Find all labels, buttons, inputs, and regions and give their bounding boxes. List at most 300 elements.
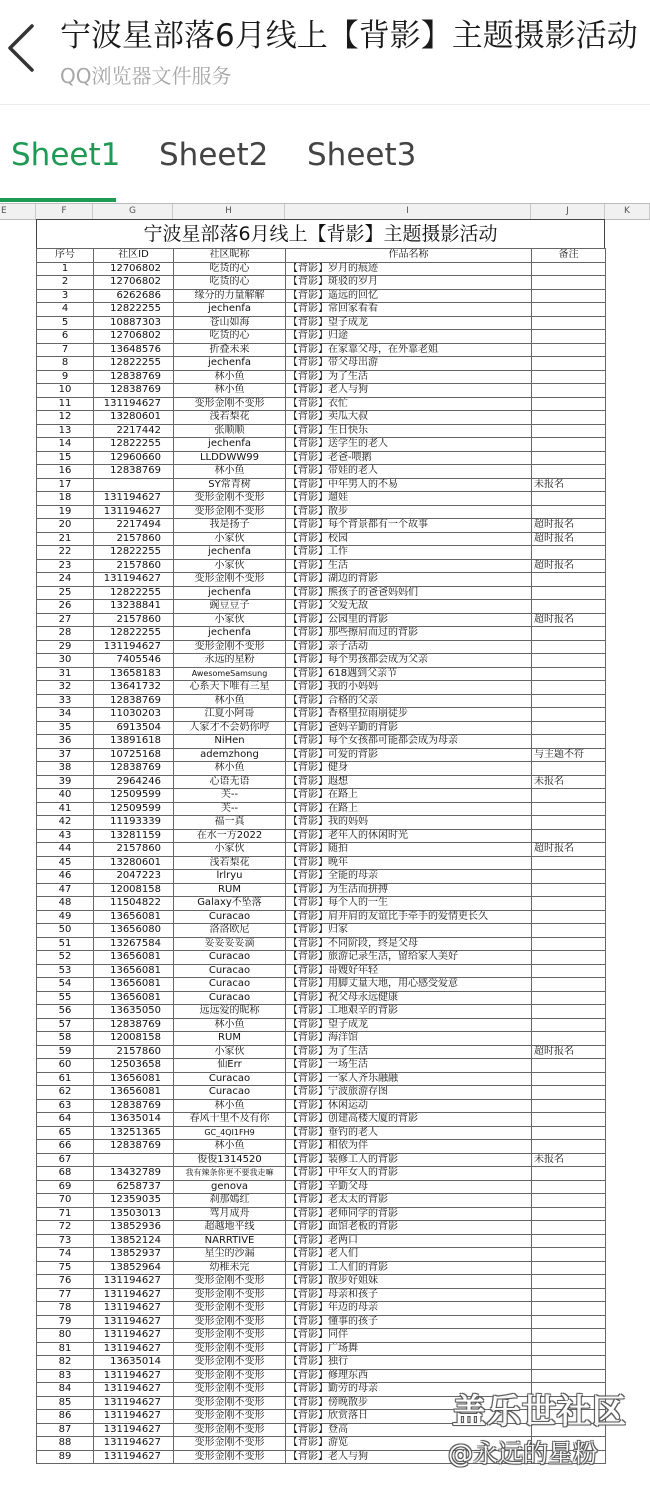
cell-work-title[interactable]: 【背影】登高: [286, 1423, 532, 1437]
cell-work-title[interactable]: 【背影】归途: [286, 330, 532, 344]
cell-nickname[interactable]: 变形金刚不变形: [174, 1342, 286, 1356]
cell-remark[interactable]: 超时报名: [532, 613, 606, 627]
cell-remark[interactable]: [532, 870, 606, 884]
cell-nickname[interactable]: 林小鱼: [174, 1140, 286, 1154]
cell-remark[interactable]: [532, 451, 606, 465]
cell-work-title[interactable]: 【背影】傍晚散步: [286, 1396, 532, 1410]
cell-work-title[interactable]: 【背影】遛娃: [286, 492, 532, 506]
cell-nickname[interactable]: RUM: [174, 1032, 286, 1046]
cell-work-title[interactable]: 【背影】公园里的背影: [286, 613, 532, 627]
cell-work-title[interactable]: 【背影】休闲运动: [286, 1099, 532, 1113]
cell-nickname[interactable]: 驾月成舟: [174, 1207, 286, 1221]
cell-seq[interactable]: 50: [37, 924, 94, 938]
cell-seq[interactable]: 6: [37, 330, 94, 344]
cell-nickname[interactable]: 小家伙: [174, 559, 286, 573]
cell-work-title[interactable]: 【背影】每个人的一生: [286, 897, 532, 911]
cell-nickname[interactable]: 心语无语: [174, 775, 286, 789]
cell-remark[interactable]: [532, 330, 606, 344]
cell-seq[interactable]: 65: [37, 1126, 94, 1140]
cell-work-title[interactable]: 【背影】望子成龙: [286, 316, 532, 330]
cell-community-id[interactable]: 12822255: [94, 357, 174, 371]
header-work-title[interactable]: 作品名称: [286, 249, 532, 263]
cell-work-title[interactable]: 【背影】工地艰辛的背影: [286, 1005, 532, 1019]
cell-remark[interactable]: [532, 1302, 606, 1316]
cell-community-id[interactable]: 12822255: [94, 627, 174, 641]
cell-nickname[interactable]: Galaxy不坠落: [174, 897, 286, 911]
cell-work-title[interactable]: 【背影】老爸-喂鹅: [286, 451, 532, 465]
cell-work-title[interactable]: 【背影】创建高楼大厦的背影: [286, 1113, 532, 1127]
cell-nickname[interactable]: jechenfa: [174, 586, 286, 600]
cell-seq[interactable]: 72: [37, 1221, 94, 1235]
tab-sheet3[interactable]: Sheet3: [307, 137, 417, 173]
cell-work-title[interactable]: 【背影】那些擦肩而过的背影: [286, 627, 532, 641]
cell-work-title[interactable]: 【背影】相依为伴: [286, 1140, 532, 1154]
cell-remark[interactable]: [532, 721, 606, 735]
cell-community-id[interactable]: 12706802: [94, 330, 174, 344]
cell-remark[interactable]: [532, 910, 606, 924]
cell-work-title[interactable]: 【背影】衣忙: [286, 397, 532, 411]
cell-community-id[interactable]: 11030203: [94, 708, 174, 722]
cell-remark[interactable]: [532, 1234, 606, 1248]
cell-community-id[interactable]: 13852936: [94, 1221, 174, 1235]
cell-community-id[interactable]: 2157860: [94, 532, 174, 546]
column-header-k[interactable]: K: [605, 204, 650, 219]
cell-work-title[interactable]: 【背影】一场生活: [286, 1059, 532, 1073]
cell-seq[interactable]: 42: [37, 816, 94, 830]
cell-seq[interactable]: 77: [37, 1288, 94, 1302]
cell-seq[interactable]: 30: [37, 654, 94, 668]
cell-nickname[interactable]: 缘分的力量解解: [174, 289, 286, 303]
cell-community-id[interactable]: 13891618: [94, 735, 174, 749]
cell-nickname[interactable]: LLDDWW99: [174, 451, 286, 465]
header-nickname[interactable]: 社区昵称: [174, 249, 286, 263]
cell-seq[interactable]: 26: [37, 600, 94, 614]
cell-community-id[interactable]: 131194627: [94, 573, 174, 587]
cell-community-id[interactable]: 2157860: [94, 559, 174, 573]
cell-community-id[interactable]: 12503658: [94, 1059, 174, 1073]
cell-community-id[interactable]: 13656081: [94, 1086, 174, 1100]
cell-seq[interactable]: 78: [37, 1302, 94, 1316]
cell-work-title[interactable]: 【背影】生活: [286, 559, 532, 573]
cell-community-id[interactable]: 13656081: [94, 978, 174, 992]
cell-nickname[interactable]: 变形金刚不变形: [174, 1315, 286, 1329]
cell-nickname[interactable]: genova: [174, 1180, 286, 1194]
cell-work-title[interactable]: 【背影】每个背景都有一个故事: [286, 519, 532, 533]
cell-community-id[interactable]: 131194627: [94, 1302, 174, 1316]
cell-work-title[interactable]: 【背影】装修工人的背影: [286, 1153, 532, 1167]
cell-work-title[interactable]: 【背影】老两口: [286, 1234, 532, 1248]
cell-community-id[interactable]: 11504822: [94, 897, 174, 911]
cell-work-title[interactable]: 【背影】健身: [286, 762, 532, 776]
cell-nickname[interactable]: 芙--: [174, 802, 286, 816]
cell-seq[interactable]: 41: [37, 802, 94, 816]
cell-remark[interactable]: [532, 1018, 606, 1032]
cell-seq[interactable]: 88: [37, 1437, 94, 1451]
cell-work-title[interactable]: 【背影】斑驳的岁月: [286, 276, 532, 290]
cell-seq[interactable]: 24: [37, 573, 94, 587]
cell-community-id[interactable]: 131194627: [94, 1288, 174, 1302]
cell-work-title[interactable]: 【背影】散步好姐妹: [286, 1275, 532, 1289]
cell-community-id[interactable]: 13656081: [94, 964, 174, 978]
cell-nickname[interactable]: Curacao: [174, 964, 286, 978]
cell-work-title[interactable]: 【背影】为生活而拼搏: [286, 883, 532, 897]
cell-work-title[interactable]: 【背影】遥远的回忆: [286, 289, 532, 303]
cell-community-id[interactable]: [94, 1153, 174, 1167]
cell-remark[interactable]: [532, 1194, 606, 1208]
cell-nickname[interactable]: 变形金刚不变形: [174, 1275, 286, 1289]
cell-community-id[interactable]: 12838769: [94, 465, 174, 479]
cell-seq[interactable]: 35: [37, 721, 94, 735]
cell-seq[interactable]: 31: [37, 667, 94, 681]
cell-remark[interactable]: [532, 802, 606, 816]
cell-community-id[interactable]: 13852964: [94, 1261, 174, 1275]
cell-seq[interactable]: 7: [37, 343, 94, 357]
cell-nickname[interactable]: 福一真: [174, 816, 286, 830]
cell-community-id[interactable]: 131194627: [94, 492, 174, 506]
cell-community-id[interactable]: 12008158: [94, 1032, 174, 1046]
cell-community-id[interactable]: 12838769: [94, 1140, 174, 1154]
cell-nickname[interactable]: NARRTIVE: [174, 1234, 286, 1248]
cell-seq[interactable]: 16: [37, 465, 94, 479]
cell-seq[interactable]: 25: [37, 586, 94, 600]
cell-nickname[interactable]: 变形金刚不变形: [174, 640, 286, 654]
cell-community-id[interactable]: 13280601: [94, 411, 174, 425]
cell-seq[interactable]: 47: [37, 883, 94, 897]
cell-nickname[interactable]: 芙--: [174, 789, 286, 803]
cell-seq[interactable]: 68: [37, 1167, 94, 1181]
cell-nickname[interactable]: 变形金刚不变形: [174, 505, 286, 519]
cell-nickname[interactable]: Curacao: [174, 910, 286, 924]
cell-nickname[interactable]: 小家伙: [174, 843, 286, 857]
cell-nickname[interactable]: 人家才不会奶你哼: [174, 721, 286, 735]
cell-community-id[interactable]: 13251365: [94, 1126, 174, 1140]
cell-work-title[interactable]: 【背影】我的小妈妈: [286, 681, 532, 695]
cell-seq[interactable]: 66: [37, 1140, 94, 1154]
cell-nickname[interactable]: jechenfa: [174, 627, 286, 641]
cell-nickname[interactable]: jechenfa: [174, 357, 286, 371]
cell-community-id[interactable]: 12359035: [94, 1194, 174, 1208]
cell-nickname[interactable]: 变形金刚不变形: [174, 1423, 286, 1437]
cell-work-title[interactable]: 【背影】老师同学的背影: [286, 1207, 532, 1221]
cell-work-title[interactable]: 【背影】带父母出游: [286, 357, 532, 371]
cell-nickname[interactable]: 变形金刚不变形: [174, 1450, 286, 1464]
cell-remark[interactable]: [532, 1221, 606, 1235]
cell-community-id[interactable]: 12706802: [94, 262, 174, 276]
cell-remark[interactable]: 超时报名: [532, 559, 606, 573]
cell-remark[interactable]: [532, 856, 606, 870]
cell-community-id[interactable]: 131194627: [94, 1275, 174, 1289]
cell-remark[interactable]: [532, 546, 606, 560]
cell-nickname[interactable]: 俊俊1314520: [174, 1153, 286, 1167]
cell-work-title[interactable]: 【背影】欣赏落日: [286, 1410, 532, 1424]
cell-nickname[interactable]: lrlryu: [174, 870, 286, 884]
cell-remark[interactable]: [532, 991, 606, 1005]
cell-work-title[interactable]: 【背影】广场舞: [286, 1342, 532, 1356]
cell-nickname[interactable]: 仙Err: [174, 1059, 286, 1073]
cell-remark[interactable]: [532, 1180, 606, 1194]
cell-community-id[interactable]: 13656081: [94, 991, 174, 1005]
cell-remark[interactable]: [532, 1275, 606, 1289]
cell-seq[interactable]: 52: [37, 951, 94, 965]
cell-remark[interactable]: [532, 573, 606, 587]
cell-community-id[interactable]: 2964246: [94, 775, 174, 789]
cell-community-id[interactable]: 131194627: [94, 640, 174, 654]
cell-seq[interactable]: 46: [37, 870, 94, 884]
cell-remark[interactable]: [532, 316, 606, 330]
cell-remark[interactable]: [532, 1261, 606, 1275]
cell-remark[interactable]: [532, 681, 606, 695]
cell-nickname[interactable]: 洛洛欧尼: [174, 924, 286, 938]
cell-work-title[interactable]: 【背影】年迈的母亲: [286, 1302, 532, 1316]
cell-work-title[interactable]: 【背影】我的妈妈: [286, 816, 532, 830]
cell-work-title[interactable]: 【背影】面馆老板的背影: [286, 1221, 532, 1235]
cell-nickname[interactable]: AwesomeSamsung: [174, 667, 286, 681]
column-header-g[interactable]: G: [93, 204, 173, 219]
cell-seq[interactable]: 59: [37, 1045, 94, 1059]
cell-community-id[interactable]: 2217494: [94, 519, 174, 533]
cell-remark[interactable]: [532, 816, 606, 830]
cell-remark[interactable]: [532, 424, 606, 438]
cell-work-title[interactable]: 【背影】旅游记录生活，留给家人美好: [286, 951, 532, 965]
cell-remark[interactable]: [532, 505, 606, 519]
cell-remark[interactable]: [532, 829, 606, 843]
header-remark[interactable]: 备注: [532, 249, 606, 263]
cell-remark[interactable]: [532, 789, 606, 803]
cell-seq[interactable]: 89: [37, 1450, 94, 1464]
cell-work-title[interactable]: 【背影】老人们: [286, 1248, 532, 1262]
cell-remark[interactable]: 超时报名: [532, 532, 606, 546]
cell-seq[interactable]: 13: [37, 424, 94, 438]
cell-nickname[interactable]: GC_4QI1FH9: [174, 1126, 286, 1140]
cell-work-title[interactable]: 【背影】带娃的老人: [286, 465, 532, 479]
cell-remark[interactable]: [532, 883, 606, 897]
cell-nickname[interactable]: 远远爱的昵称: [174, 1005, 286, 1019]
cell-remark[interactable]: [532, 951, 606, 965]
cell-community-id[interactable]: 13281159: [94, 829, 174, 843]
cell-nickname[interactable]: 吃货的心: [174, 330, 286, 344]
cell-remark[interactable]: [532, 978, 606, 992]
cell-community-id[interactable]: 13648576: [94, 343, 174, 357]
cell-seq[interactable]: 23: [37, 559, 94, 573]
cell-community-id[interactable]: 12838769: [94, 384, 174, 398]
cell-remark[interactable]: [532, 1086, 606, 1100]
cell-remark[interactable]: [532, 370, 606, 384]
cell-nickname[interactable]: 变形金刚不变形: [174, 492, 286, 506]
cell-seq[interactable]: 19: [37, 505, 94, 519]
cell-seq[interactable]: 51: [37, 937, 94, 951]
header-seq[interactable]: 序号: [37, 249, 94, 263]
cell-work-title[interactable]: 【背影】湖边的背影: [286, 573, 532, 587]
cell-nickname[interactable]: jechenfa: [174, 438, 286, 452]
cell-work-title[interactable]: 【背影】香格里拉雨崩徒步: [286, 708, 532, 722]
cell-seq[interactable]: 69: [37, 1180, 94, 1194]
cell-work-title[interactable]: 【背影】常回家看看: [286, 303, 532, 317]
cell-community-id[interactable]: 131194627: [94, 1450, 174, 1464]
cell-seq[interactable]: 54: [37, 978, 94, 992]
cell-seq[interactable]: 11: [37, 397, 94, 411]
cell-community-id[interactable]: 131194627: [94, 397, 174, 411]
cell-seq[interactable]: 1: [37, 262, 94, 276]
cell-nickname[interactable]: 星尘的沙漏: [174, 1248, 286, 1262]
cell-community-id[interactable]: 12008158: [94, 883, 174, 897]
cell-nickname[interactable]: 折叠未来: [174, 343, 286, 357]
cell-seq[interactable]: 28: [37, 627, 94, 641]
cell-seq[interactable]: 8: [37, 357, 94, 371]
cell-seq[interactable]: 55: [37, 991, 94, 1005]
cell-nickname[interactable]: 永远的星粉: [174, 654, 286, 668]
cell-nickname[interactable]: SY常青树: [174, 478, 286, 492]
cell-nickname[interactable]: 变形金刚不变形: [174, 1369, 286, 1383]
cell-community-id[interactable]: 12706802: [94, 276, 174, 290]
cell-community-id[interactable]: 131194627: [94, 1329, 174, 1343]
cell-work-title[interactable]: 【背影】晚年: [286, 856, 532, 870]
sheet-title-cell[interactable]: 宁波星部落6月线上【背影】主题摄影活动: [36, 219, 605, 248]
cell-seq[interactable]: 18: [37, 492, 94, 506]
cell-community-id[interactable]: 131194627: [94, 1369, 174, 1383]
cell-remark[interactable]: [532, 397, 606, 411]
cell-work-title[interactable]: 【背影】海洋馆: [286, 1032, 532, 1046]
cell-seq[interactable]: 44: [37, 843, 94, 857]
cell-nickname[interactable]: 江夏小阿哥: [174, 708, 286, 722]
cell-work-title[interactable]: 【背影】母亲和孩子: [286, 1288, 532, 1302]
cell-work-title[interactable]: 【背影】不同阶段，终是父母: [286, 937, 532, 951]
cell-nickname[interactable]: 心系天下唯有三星: [174, 681, 286, 695]
cell-nickname[interactable]: 超越地平线: [174, 1221, 286, 1235]
cell-nickname[interactable]: 豌豆豆子: [174, 600, 286, 614]
cell-nickname[interactable]: 变形金刚不变形: [174, 1329, 286, 1343]
cell-community-id[interactable]: 12509599: [94, 789, 174, 803]
cell-seq[interactable]: 70: [37, 1194, 94, 1208]
cell-remark[interactable]: [532, 343, 606, 357]
cell-community-id[interactable]: 13432789: [94, 1167, 174, 1181]
cell-remark[interactable]: [532, 1005, 606, 1019]
cell-work-title[interactable]: 【背影】每个女孩都可能都会成为母亲: [286, 735, 532, 749]
cell-nickname[interactable]: Curacao: [174, 1086, 286, 1100]
cell-remark[interactable]: 与主题不符: [532, 748, 606, 762]
cell-work-title[interactable]: 【背影】每个男孩都会成为父亲: [286, 654, 532, 668]
cell-work-title[interactable]: 【背影】独行: [286, 1356, 532, 1370]
cell-remark[interactable]: [532, 1342, 606, 1356]
cell-seq[interactable]: 80: [37, 1329, 94, 1343]
cell-remark[interactable]: [532, 1248, 606, 1262]
cell-remark[interactable]: [532, 1207, 606, 1221]
cell-work-title[interactable]: 【背影】工作: [286, 546, 532, 560]
cell-work-title[interactable]: 【背影】随拍: [286, 843, 532, 857]
cell-nickname[interactable]: Curacao: [174, 978, 286, 992]
cell-remark[interactable]: [532, 1315, 606, 1329]
cell-community-id[interactable]: 12822255: [94, 546, 174, 560]
cell-seq[interactable]: 71: [37, 1207, 94, 1221]
cell-community-id[interactable]: 13503013: [94, 1207, 174, 1221]
cell-seq[interactable]: 49: [37, 910, 94, 924]
cell-seq[interactable]: 86: [37, 1410, 94, 1424]
cell-work-title[interactable]: 【背影】在路上: [286, 802, 532, 816]
cell-remark[interactable]: [532, 1126, 606, 1140]
cell-work-title[interactable]: 【背影】在路上: [286, 789, 532, 803]
cell-nickname[interactable]: 苍山如海: [174, 316, 286, 330]
cell-work-title[interactable]: 【背影】遐想: [286, 775, 532, 789]
cell-seq[interactable]: 53: [37, 964, 94, 978]
cell-seq[interactable]: 67: [37, 1153, 94, 1167]
cell-nickname[interactable]: RUM: [174, 883, 286, 897]
cell-work-title[interactable]: 【背影】亲子活动: [286, 640, 532, 654]
cell-community-id[interactable]: 13641732: [94, 681, 174, 695]
cell-remark[interactable]: [532, 303, 606, 317]
cell-community-id[interactable]: 12838769: [94, 694, 174, 708]
tab-sheet1[interactable]: Sheet1: [11, 137, 121, 173]
cell-remark[interactable]: 超时报名: [532, 519, 606, 533]
cell-seq[interactable]: 36: [37, 735, 94, 749]
cell-nickname[interactable]: 小家伙: [174, 1045, 286, 1059]
cell-community-id[interactable]: 131194627: [94, 505, 174, 519]
cell-community-id[interactable]: 6258737: [94, 1180, 174, 1194]
cell-remark[interactable]: [532, 276, 606, 290]
cell-work-title[interactable]: 【背影】一家人齐乐融融: [286, 1072, 532, 1086]
cell-community-id[interactable]: 12838769: [94, 370, 174, 384]
cell-seq[interactable]: 57: [37, 1018, 94, 1032]
cell-seq[interactable]: 85: [37, 1396, 94, 1410]
cell-remark[interactable]: [532, 1032, 606, 1046]
cell-work-title[interactable]: 【背影】辛勤父母: [286, 1180, 532, 1194]
cell-remark[interactable]: [532, 762, 606, 776]
cell-remark[interactable]: [532, 735, 606, 749]
cell-seq[interactable]: 5: [37, 316, 94, 330]
cell-nickname[interactable]: 妥妥妥妥滴: [174, 937, 286, 951]
cell-community-id[interactable]: 6262686: [94, 289, 174, 303]
cell-seq[interactable]: 76: [37, 1275, 94, 1289]
cell-seq[interactable]: 10: [37, 384, 94, 398]
cell-seq[interactable]: 34: [37, 708, 94, 722]
cell-work-title[interactable]: 【背影】为了生活: [286, 370, 532, 384]
cell-work-title[interactable]: 【背影】归家: [286, 924, 532, 938]
cell-nickname[interactable]: 小家伙: [174, 613, 286, 627]
cell-community-id[interactable]: 12838769: [94, 1018, 174, 1032]
cell-remark[interactable]: [532, 924, 606, 938]
cell-remark[interactable]: [532, 438, 606, 452]
cell-work-title[interactable]: 【背影】游览: [286, 1437, 532, 1451]
cell-work-title[interactable]: 【背影】父爱无敌: [286, 600, 532, 614]
cell-remark[interactable]: [532, 667, 606, 681]
cell-seq[interactable]: 81: [37, 1342, 94, 1356]
cell-seq[interactable]: 32: [37, 681, 94, 695]
cell-seq[interactable]: 27: [37, 613, 94, 627]
cell-community-id[interactable]: 12822255: [94, 303, 174, 317]
cell-remark[interactable]: [532, 1288, 606, 1302]
cell-community-id[interactable]: 13267584: [94, 937, 174, 951]
cell-seq[interactable]: 14: [37, 438, 94, 452]
cell-seq[interactable]: 63: [37, 1099, 94, 1113]
cell-remark[interactable]: [532, 964, 606, 978]
cell-work-title[interactable]: 【背影】618遇到父亲节: [286, 667, 532, 681]
cell-nickname[interactable]: 刹那嫣红: [174, 1194, 286, 1208]
cell-nickname[interactable]: 林小鱼: [174, 762, 286, 776]
cell-seq[interactable]: 61: [37, 1072, 94, 1086]
cell-community-id[interactable]: 2157860: [94, 613, 174, 627]
cell-nickname[interactable]: Curacao: [174, 1072, 286, 1086]
cell-remark[interactable]: 超时报名: [532, 1045, 606, 1059]
cell-seq[interactable]: 37: [37, 748, 94, 762]
cell-remark[interactable]: [532, 937, 606, 951]
cell-nickname[interactable]: 在水一方2022: [174, 829, 286, 843]
cell-seq[interactable]: 48: [37, 897, 94, 911]
cell-nickname[interactable]: jechenfa: [174, 303, 286, 317]
cell-remark[interactable]: [532, 1167, 606, 1181]
cell-nickname[interactable]: ademzhong: [174, 748, 286, 762]
cell-remark[interactable]: [532, 492, 606, 506]
cell-work-title[interactable]: 【背影】校园: [286, 532, 532, 546]
cell-seq[interactable]: 29: [37, 640, 94, 654]
cell-work-title[interactable]: 【背影】可爱的背影: [286, 748, 532, 762]
